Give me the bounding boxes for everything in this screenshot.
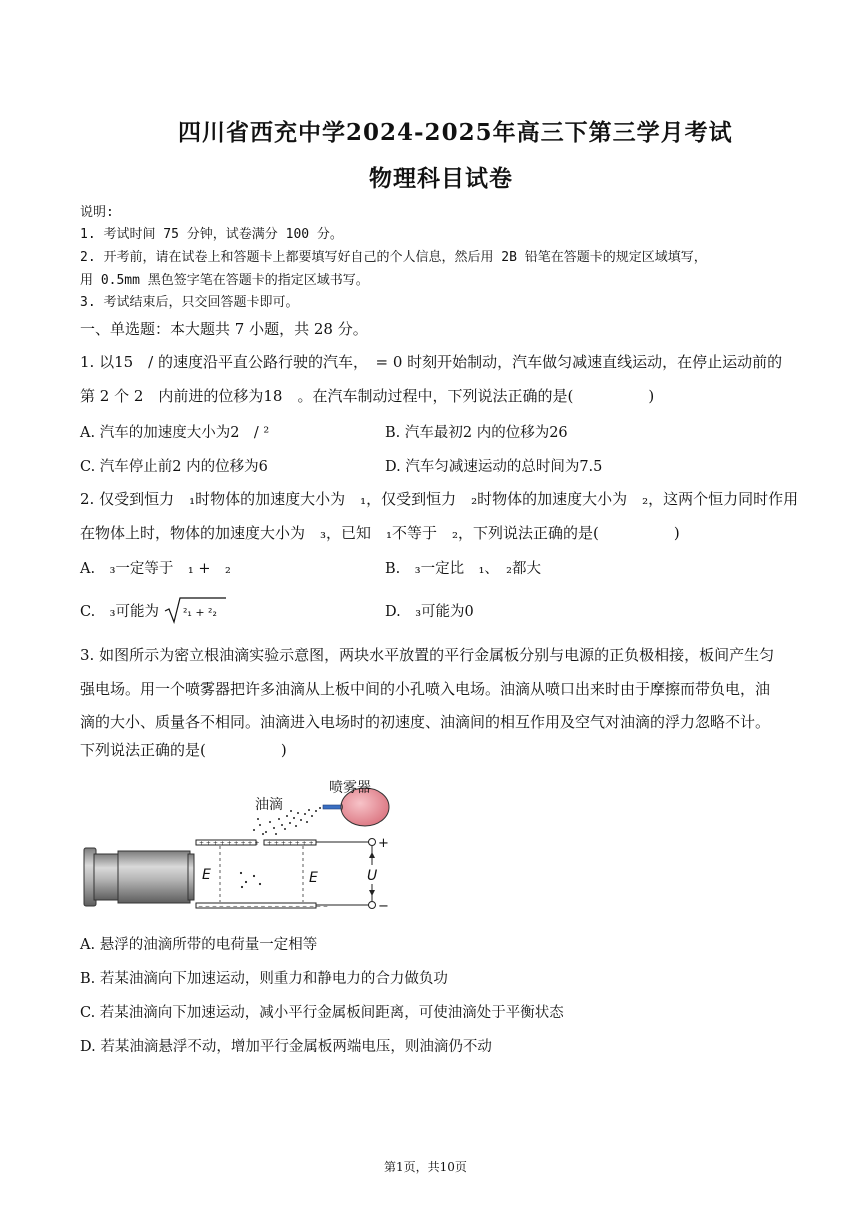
q2-option-b: B. ₃一定比 ₁、 ₂都大 — [385, 561, 541, 577]
q3-option-d: D. 若某油滴悬浮不动，增加平行金属板两端电压，则油滴仍不动 — [80, 1039, 492, 1055]
q1-option-c: C. 汽车停止前2 内的位移为6 — [80, 459, 268, 475]
q1-stem-line1: 1. 以15 / 的速度沿平直公路行驶的汽车， = 0 时刻开始制动，汽车做匀减速直线运动，在停止运动前的 — [80, 353, 783, 371]
q3-stem-line2: 强电场。用一个喷雾器把许多油滴从上板中间的小孔喷入电场。油滴从喷口出来时由于摩擦而带负电，油 — [80, 680, 771, 698]
q1-option-a: A. 汽车的加速度大小为2 / ² — [80, 425, 270, 441]
oil-droplets-between — [240, 872, 261, 888]
q2-option-c-label: C. ₃可能为 — [80, 604, 159, 620]
exam-subtitle: 物理科目试卷 — [369, 165, 513, 192]
q2-stem-line1: 2. 仅受到恒力 ₁时物体的加速度大小为 ₁，仅受到恒力 ₂时物体的加速度大小为 ₂，这两个恒力同时作用 — [80, 490, 799, 508]
millikan-figure — [78, 772, 408, 922]
q3-stem-line1: 3. 如图所示为密立根油滴实验示意图，两块水平放置的平行金属板分别与电源的正负极相接，板间产生匀 — [80, 646, 775, 664]
q2-option-c — [80, 598, 226, 626]
svg-text:− − − − − − − − − − − − − − −: − − − − − − − − − − − − − − − − − − − — [198, 903, 328, 910]
field-label-left: E — [202, 867, 211, 883]
sqrt-content: ²₁ + ²₂ — [182, 606, 217, 619]
microscope-icon — [84, 848, 194, 906]
q3-option-c: C. 若某油滴向下加速运动，减小平行金属板间距离，可使油滴处于平衡状态 — [80, 1005, 564, 1021]
q2-stem-line2: 在物体上时，物体的加速度大小为 ₃，已知 ₁不等于 ₂，下列说法正确的是( ) — [80, 524, 680, 542]
circuit-wires — [316, 842, 372, 905]
exam-title: 四川省西充中学2024-2025年高三下第三学月考试 — [178, 119, 733, 146]
q3-option-b: B. 若某油滴向下加速运动，则重力和静电力的合力做负功 — [80, 971, 448, 987]
plus-label: + — [378, 836, 389, 851]
voltage-label: U — [367, 868, 378, 884]
upper-plate — [196, 840, 316, 847]
q3-stem-line3: 滴的大小、质量各不相同。油滴进入电场时的初速度、油滴间的相互作用及空气对油滴的浮力忽略不计。 — [80, 713, 771, 731]
note-item: 1. 考试时间 75 分钟，试卷满分 100 分。 — [80, 227, 343, 242]
section-heading: 一、单选题：本大题共 7 小题，共 28 分。 — [80, 320, 368, 338]
note-item: 2. 开考前，请在试卷上和答题卡上都要填写好自己的个人信息，然后用 2B 铅笔在答题卡的规定区域填写， — [80, 250, 707, 265]
q2-option-a: A. ₃一定等于 ₁ + ₂ — [80, 561, 231, 577]
arrow-up-icon — [369, 852, 375, 858]
q2-option-d: D. ₃可能为0 — [385, 604, 474, 620]
minus-label: − — [378, 899, 389, 914]
q3-stem-line4: 下列说法正确的是( ) — [80, 741, 287, 759]
sprayer-label: 喷雾器 — [329, 780, 371, 796]
q1-option-d: D. 汽车匀减速运动的总时间为7.5 — [385, 459, 603, 475]
negative-terminal-icon — [369, 902, 376, 909]
oil-drop-label: 油滴 — [255, 797, 283, 813]
positive-terminal-icon — [369, 839, 376, 846]
sqrt-radical-icon — [164, 596, 226, 624]
svg-text:+ + + + + + +: + + + + + + + — [267, 840, 314, 847]
lower-plate — [196, 903, 328, 910]
sqrt-expression — [164, 596, 226, 624]
q1-stem-line2: 第 2 个 2 内前进的位移为18 。在汽车制动过程中，下列说法正确的是( ) — [80, 387, 655, 405]
field-label-right: E — [309, 870, 318, 886]
note-item: 3. 考试结束后，只交回答题卡即可。 — [80, 295, 299, 310]
q3-option-a: A. 悬浮的油滴所带的电荷量一定相等 — [80, 937, 318, 953]
page-number: 第1页，共10页 — [384, 1160, 467, 1174]
note-item: 用 0.5mm 黑色签字笔在答题卡的指定区域书写。 — [80, 273, 369, 288]
notes-heading: 说明: — [80, 205, 114, 220]
q1-option-b: B. 汽车最初2 内的位移为26 — [385, 425, 568, 441]
arrow-down-icon — [369, 890, 375, 896]
svg-text:+ + + + + + + + +: + + + + + + + + + — [199, 840, 260, 847]
